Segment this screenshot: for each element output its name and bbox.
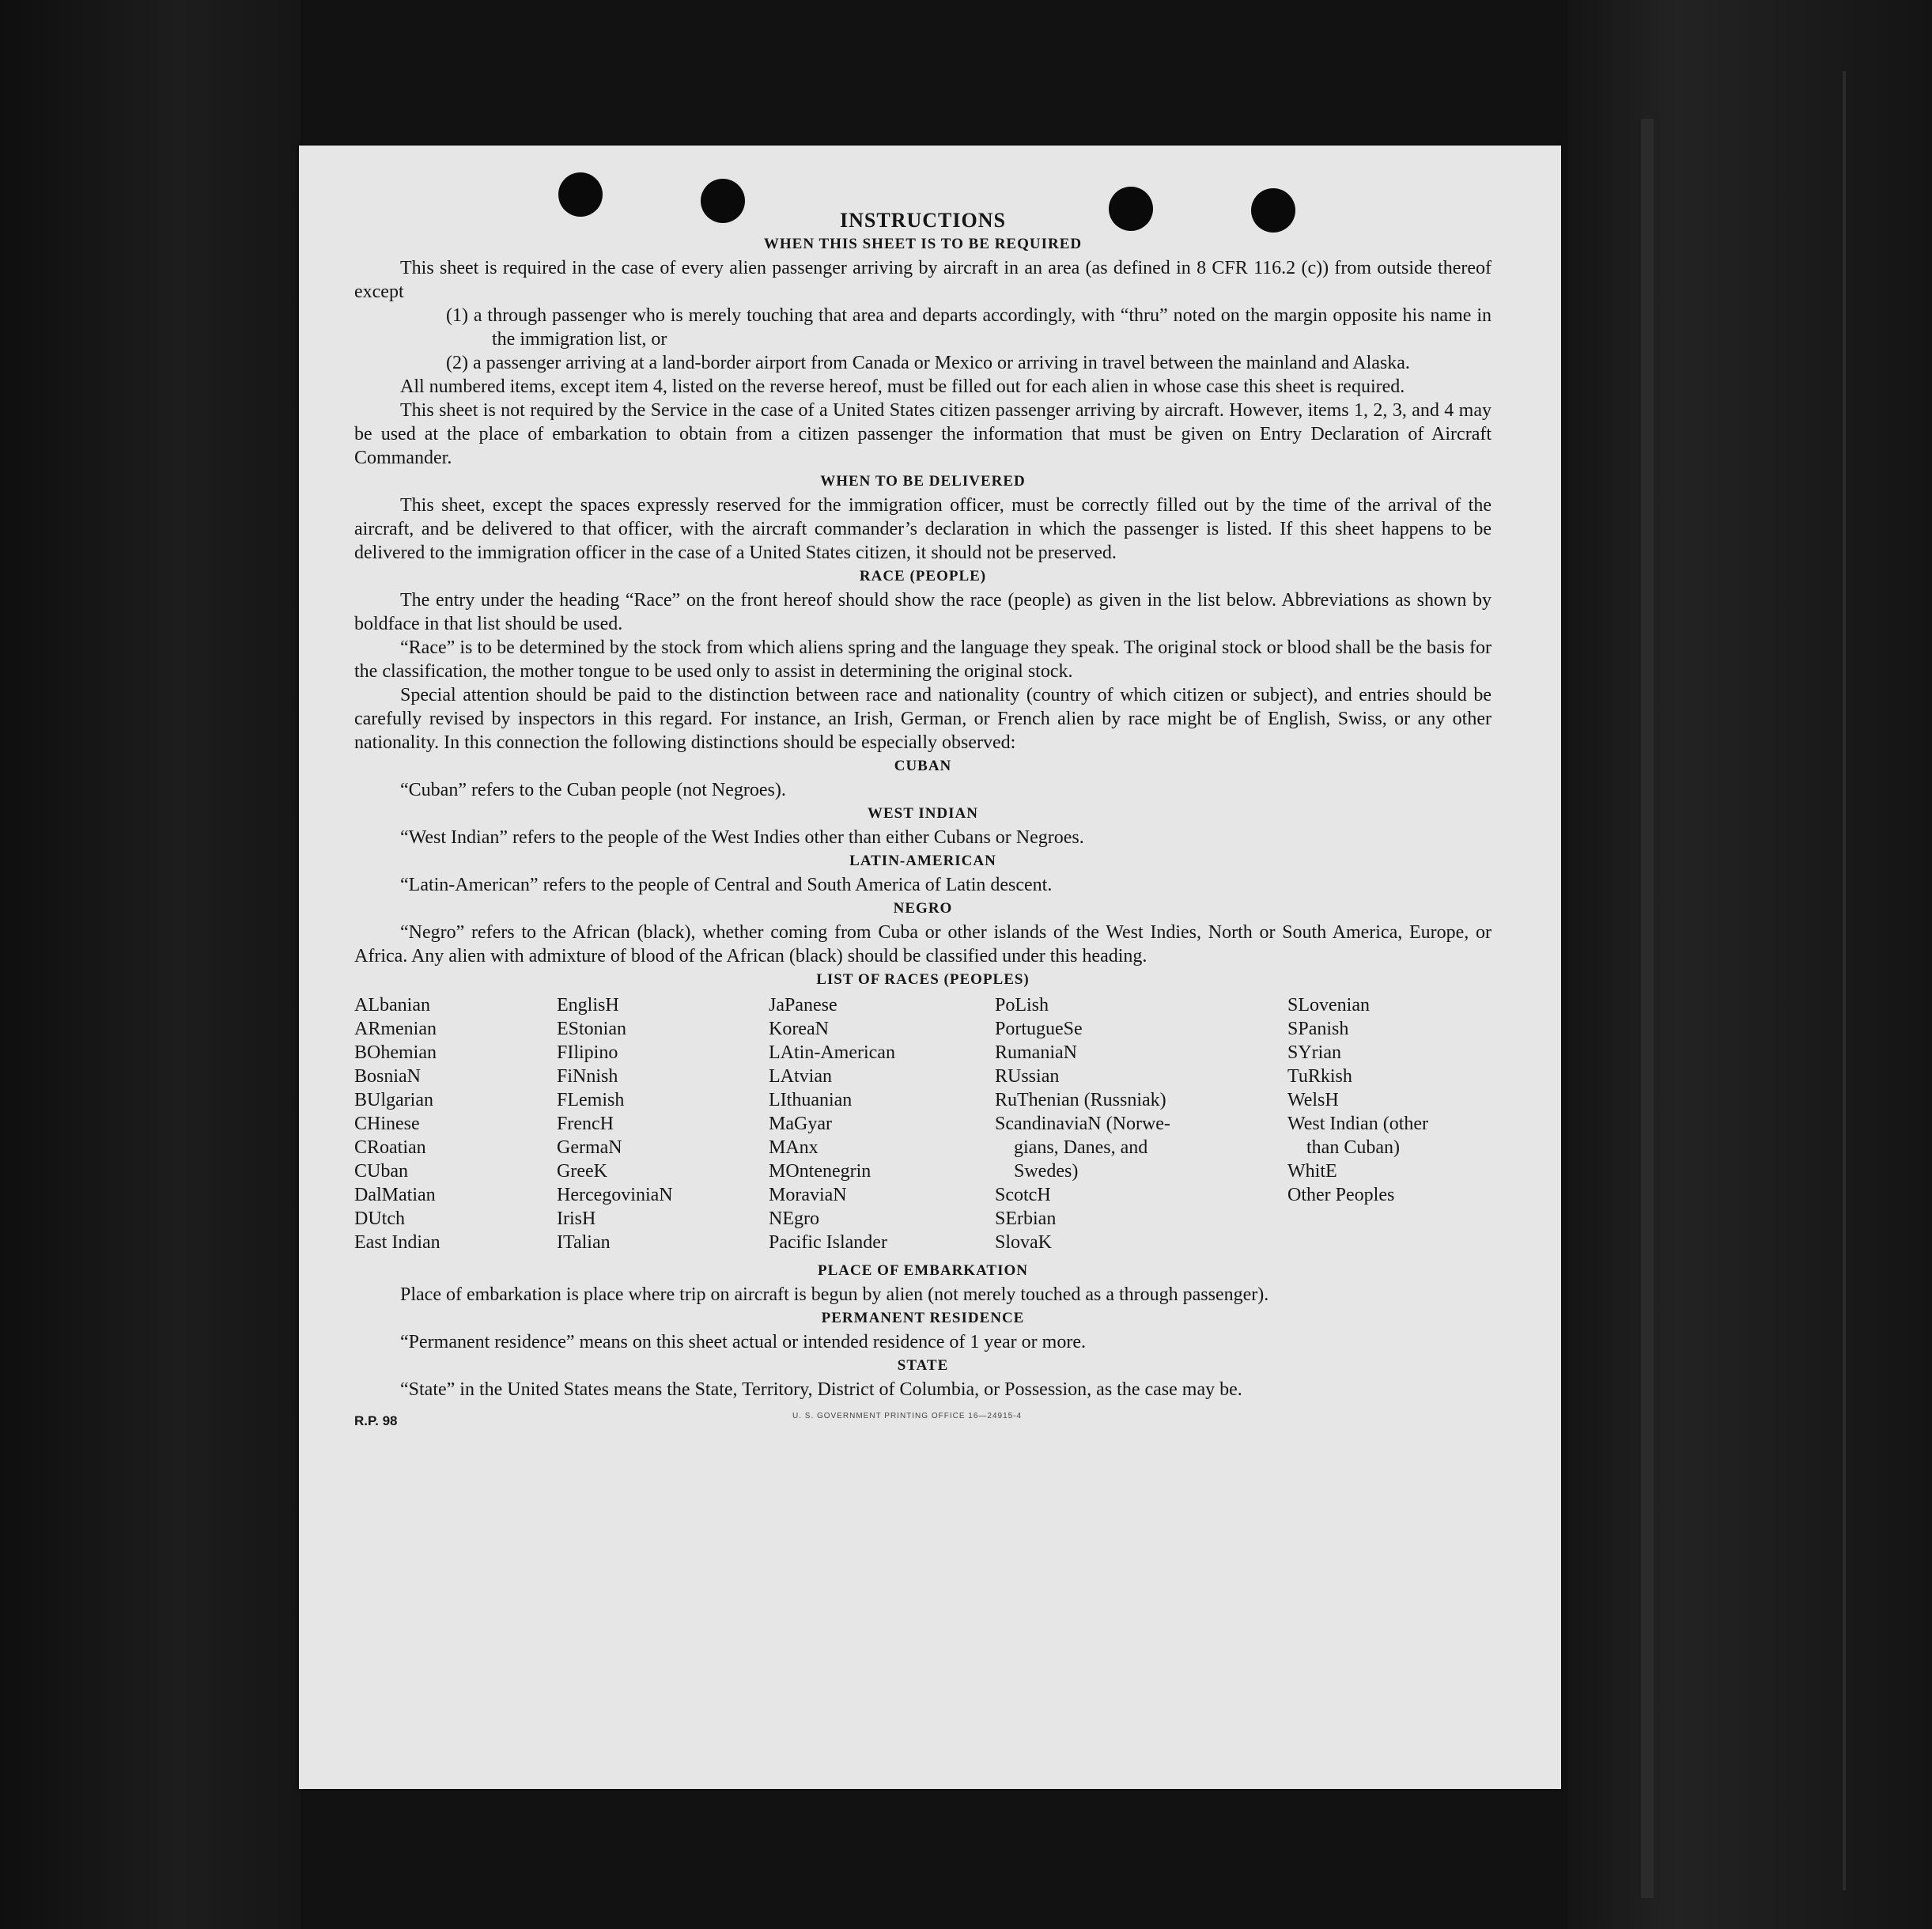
race-entry: FrencH (557, 1114, 614, 1134)
paragraph: This sheet is required in the case of every alien passenger arriving by aircraft in an area (as defined in 8 CFR 116.2 (c)) from outside thereof except (354, 258, 1492, 302)
race-entry: PortugueSe (995, 1019, 1083, 1039)
document-body (354, 209, 1492, 1428)
race-entry: FIlipino (557, 1042, 618, 1063)
race-entry: MAnx (769, 1137, 819, 1158)
race-entry: gians, Danes, and (1014, 1137, 1148, 1158)
section-heading: RACE (PEOPLE) (859, 568, 987, 584)
film-streak (1843, 71, 1846, 1890)
race-entry: BUlgarian (354, 1090, 433, 1110)
race-entry: MoraviaN (769, 1185, 847, 1205)
race-entry: East Indian (354, 1232, 440, 1253)
race-entry: LAtvian (769, 1066, 832, 1087)
race-column (769, 993, 995, 1254)
race-entry: DUtch (354, 1208, 405, 1229)
race-entry: HercegoviniaN (557, 1185, 673, 1205)
race-entry: SLovenian (1287, 995, 1370, 1016)
paragraph: This sheet is not required by the Service in the case of a United States citizen passenger arriving by aircraft. However, items 1, 2, 3, and 4 may be used at the place of embarkation to obtain from a citizen passenger the information that must be given on Entry Declaration of Aircraft Commander. (354, 400, 1492, 468)
paragraph: Special attention should be paid to the distinction between race and nationality (country of which citizen or subject), and entries should be carefully revised by inspectors in this regard. For instance, an Irish, German, or French alien by race might be of English, Swiss, or any other nationality. In this connection the following distinctions should be especially observed: (354, 685, 1492, 753)
section-heading: WHEN TO BE DELIVERED (820, 473, 1026, 490)
race-entry: LAtin-American (769, 1042, 895, 1063)
race-entry: EnglisH (557, 995, 619, 1016)
section-heading: WEST INDIAN (868, 805, 978, 822)
paragraph: “Cuban” refers to the Cuban people (not Negroes). (400, 780, 786, 800)
race-entry: BosniaN (354, 1066, 421, 1087)
race-entry: KoreaN (769, 1019, 829, 1039)
race-entry: SlovaK (995, 1232, 1052, 1253)
race-entry: PoLish (995, 995, 1049, 1016)
section-heading: WHEN THIS SHEET IS TO BE REQUIRED (763, 236, 1083, 252)
paragraph: The entry under the heading “Race” on the front hereof should show the race (people) as given in the list below. Abbreviations as shown by boldface in that list should be used. (354, 590, 1492, 634)
race-entry: SPanish (1287, 1019, 1349, 1039)
paragraph: “West Indian” refers to the people of the West Indies other than either Cubans or Negroes. (400, 827, 1084, 848)
race-entry: IrisH (557, 1208, 596, 1229)
footer (354, 1405, 1492, 1428)
race-entry: MOntenegrin (769, 1161, 871, 1182)
section-heading: PLACE OF EMBARKATION (818, 1262, 1028, 1279)
section-heading: STATE (897, 1357, 949, 1374)
race-entry: SYrian (1287, 1042, 1341, 1063)
race-entry: ARmenian (354, 1019, 437, 1039)
section-heading: LIST OF RACES (PEOPLES) (816, 971, 1030, 988)
race-entry: DalMatian (354, 1185, 436, 1205)
race-entry: Pacific Islander (769, 1232, 887, 1253)
race-entry: ScandinaviaN (Norwe- (995, 1114, 1170, 1134)
race-entry: SErbian (995, 1208, 1057, 1229)
section-heading: PERMANENT RESIDENCE (821, 1310, 1025, 1326)
race-entry: RumaniaN (995, 1042, 1077, 1063)
race-column (995, 993, 1287, 1254)
race-entry: Other Peoples (1287, 1185, 1395, 1205)
paragraph: This sheet, except the spaces expressly reserved for the immigration officer, must be correctly filled out by the time of the arrival of the aircraft, and be delivered to that officer, with the aircraft commander’s declaration in which the passenger is listed. If this sheet happens to be delivered to the immigration officer in the case of a United States citizen, it should not be preserved. (354, 495, 1492, 563)
race-column (354, 993, 557, 1254)
film-edge-right (1568, 0, 1932, 1929)
race-entry: EStonian (557, 1019, 626, 1039)
race-entry: CUban (354, 1161, 408, 1182)
printer-imprint: U. S. GOVERNMENT PRINTING OFFICE 16—24915-4 (792, 1412, 1023, 1420)
paragraph: “Latin-American” refers to the people of Central and South America of Latin descent. (400, 875, 1053, 895)
race-entry: West Indian (other (1287, 1114, 1429, 1134)
race-entry: TuRkish (1287, 1066, 1352, 1087)
document-sheet (299, 146, 1561, 1789)
race-entry: WhitE (1287, 1161, 1337, 1182)
paragraph: “Permanent residence” means on this sheet actual or intended residence of 1 year or more. (400, 1332, 1086, 1352)
race-entry: Swedes) (1014, 1161, 1079, 1182)
paragraph: “Race” is to be determined by the stock from which aliens spring and the language they speak. The original stock or blood shall be the basis for the classification, the mother tongue to be used only to assist in determining the original stock. (354, 637, 1492, 682)
race-entry: GermaN (557, 1137, 622, 1158)
race-entry: JaPanese (769, 995, 837, 1016)
film-edge-left (0, 0, 301, 1929)
race-entry: LIthuanian (769, 1090, 853, 1110)
section-heading: LATIN-AMERICAN (849, 853, 996, 869)
race-entry: BOhemian (354, 1042, 437, 1063)
race-entry: RuThenian (Russniak) (995, 1090, 1166, 1110)
race-entry: CRoatian (354, 1137, 426, 1158)
film-streak (1641, 119, 1654, 1898)
race-entry: RUssian (995, 1066, 1060, 1087)
list-item: (1) a through passenger who is merely touching that area and departs accordingly, with “thru” noted on the margin opposite his name in the immigration list, or (446, 305, 1492, 350)
race-list (354, 993, 1492, 1254)
race-column (557, 993, 769, 1254)
paragraph: “Negro” refers to the African (black), whether coming from Cuba or other islands of the West Indies, North or South America, Europe, or Africa. Any alien with admixture of blood of the African (black) should be classified under this heading. (354, 922, 1492, 966)
paragraph: Place of embarkation is place where trip on aircraft is begun by alien (not merely touched as a through passenger). (400, 1284, 1269, 1305)
section-heading: CUBAN (894, 758, 952, 774)
section-heading: NEGRO (893, 900, 953, 917)
race-entry: NEgro (769, 1208, 819, 1229)
race-entry: FLemish (557, 1090, 625, 1110)
race-entry: CHinese (354, 1114, 420, 1134)
race-entry: than Cuban) (1306, 1137, 1400, 1158)
race-entry: GreeK (557, 1161, 607, 1182)
race-entry: MaGyar (769, 1114, 832, 1134)
race-entry: ITalian (557, 1232, 611, 1253)
paragraph: All numbered items, except item 4, listed on the reverse hereof, must be filled out for each alien in whose case this sheet is required. (400, 376, 1405, 397)
race-entry: ScotcH (995, 1185, 1051, 1205)
race-column (1287, 993, 1492, 1254)
race-entry: FiNnish (557, 1066, 618, 1087)
form-number: R.P. 98 (354, 1413, 398, 1428)
document-title: INSTRUCTIONS (840, 209, 1006, 232)
paragraph: “State” in the United States means the State, Territory, District of Columbia, or Possession, as the case may be. (400, 1379, 1242, 1400)
race-entry: WelsH (1287, 1090, 1339, 1110)
race-entry: ALbanian (354, 995, 430, 1016)
list-item: (2) a passenger arriving at a land-border airport from Canada or Mexico or arriving in travel between the mainland and Alaska. (446, 353, 1410, 373)
